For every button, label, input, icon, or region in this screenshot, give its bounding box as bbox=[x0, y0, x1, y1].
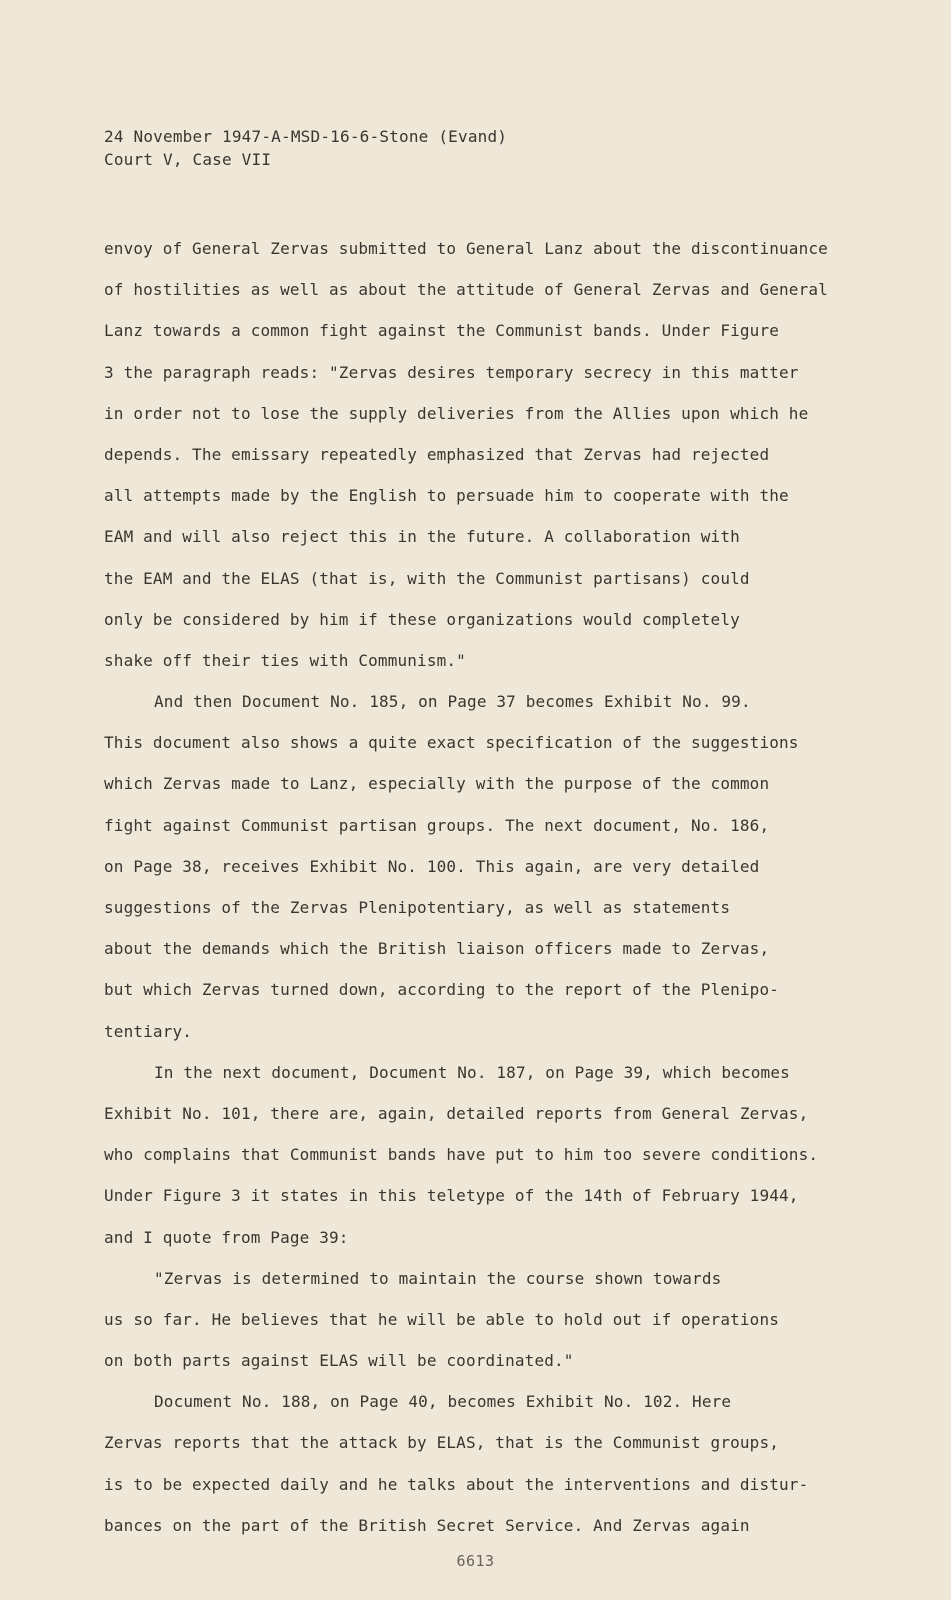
text-line: the EAM and the ELAS (that is, with the Communist partisans) could bbox=[104, 568, 750, 588]
text-line: envoy of General Zervas submitted to General Lanz about the discontinuance bbox=[104, 239, 828, 258]
quote-line: on both parts against ELAS will be coordinated." bbox=[104, 1351, 574, 1371]
text-line: in order not to lose the supply deliveries from the Allies upon which he bbox=[104, 403, 809, 423]
text-line: tentiary. bbox=[104, 1021, 193, 1041]
text-line: EAM and will also reject this in the future. A collaboration with bbox=[104, 527, 740, 547]
page-number: 6613 bbox=[456, 1552, 495, 1570]
paragraph-start-line: In the next document, Document No. 187, on Page 39, which becomes bbox=[154, 1062, 790, 1082]
text-line: who complains that Communist bands have put to him too severe conditions. bbox=[104, 1145, 819, 1165]
quote-line: us so far. He believes that he will be able to hold out if operations bbox=[104, 1309, 780, 1329]
text-line: on Page 38, receives Exhibit No. 100. This again, are very detailed bbox=[104, 856, 760, 876]
paragraph-start-line: Document No. 188, on Page 40, becomes Exhibit No. 102. Here bbox=[154, 1392, 732, 1412]
text-line: of hostilities as well as about the attitude of General Zervas and General bbox=[104, 280, 828, 300]
text-line: bances on the part of the British Secret Service. And Zervas again bbox=[104, 1515, 750, 1535]
text-line: Lanz towards a common fight against the Communist bands. Under Figure bbox=[104, 321, 780, 341]
quote-start-line: "Zervas is determined to maintain the course shown towards bbox=[154, 1268, 722, 1288]
text-line: is to be expected daily and he talks about the interventions and distur- bbox=[104, 1474, 809, 1494]
text-line: suggestions of the Zervas Plenipotentiary, as well as statements bbox=[104, 898, 731, 917]
text-line: shake off their ties with Communism." bbox=[104, 650, 466, 670]
text-line: This document also shows a quite exact specification of the suggestions bbox=[104, 733, 799, 753]
paragraph-start-line: And then Document No. 185, on Page 37 becomes Exhibit No. 99. bbox=[154, 692, 751, 712]
header-session-line: 24 November 1947-A-MSD-16-6-Stone (Evand) bbox=[104, 127, 508, 146]
text-line: 3 the paragraph reads: "Zervas desires temporary secrecy in this matter bbox=[104, 362, 799, 382]
document-header bbox=[104, 125, 507, 171]
text-line: Exhibit No. 101, there are, again, detailed reports from General Zervas, bbox=[104, 1103, 809, 1123]
transcript-body bbox=[104, 228, 864, 1546]
text-line: Under Figure 3 it states in this teletype of the 14th of February 1944, bbox=[104, 1186, 799, 1206]
text-line: about the demands which the British liaison officers made to Zervas, bbox=[104, 939, 770, 959]
text-line: depends. The emissary repeatedly emphasized that Zervas had rejected bbox=[104, 444, 770, 464]
header-court-line: Court V, Case VII bbox=[104, 150, 272, 169]
text-line: Zervas reports that the attack by ELAS, that is the Communist groups, bbox=[104, 1433, 780, 1453]
text-line: which Zervas made to Lanz, especially with the purpose of the common bbox=[104, 774, 770, 794]
text-line: but which Zervas turned down, according to the report of the Plenipo- bbox=[104, 980, 780, 1000]
text-line: only be considered by him if these organizations would completely bbox=[104, 609, 740, 629]
text-line: all attempts made by the English to persuade him to cooperate with the bbox=[104, 486, 789, 506]
text-line: fight against Communist partisan groups. The next document, No. 186, bbox=[104, 815, 770, 835]
text-line: and I quote from Page 39: bbox=[104, 1227, 349, 1247]
